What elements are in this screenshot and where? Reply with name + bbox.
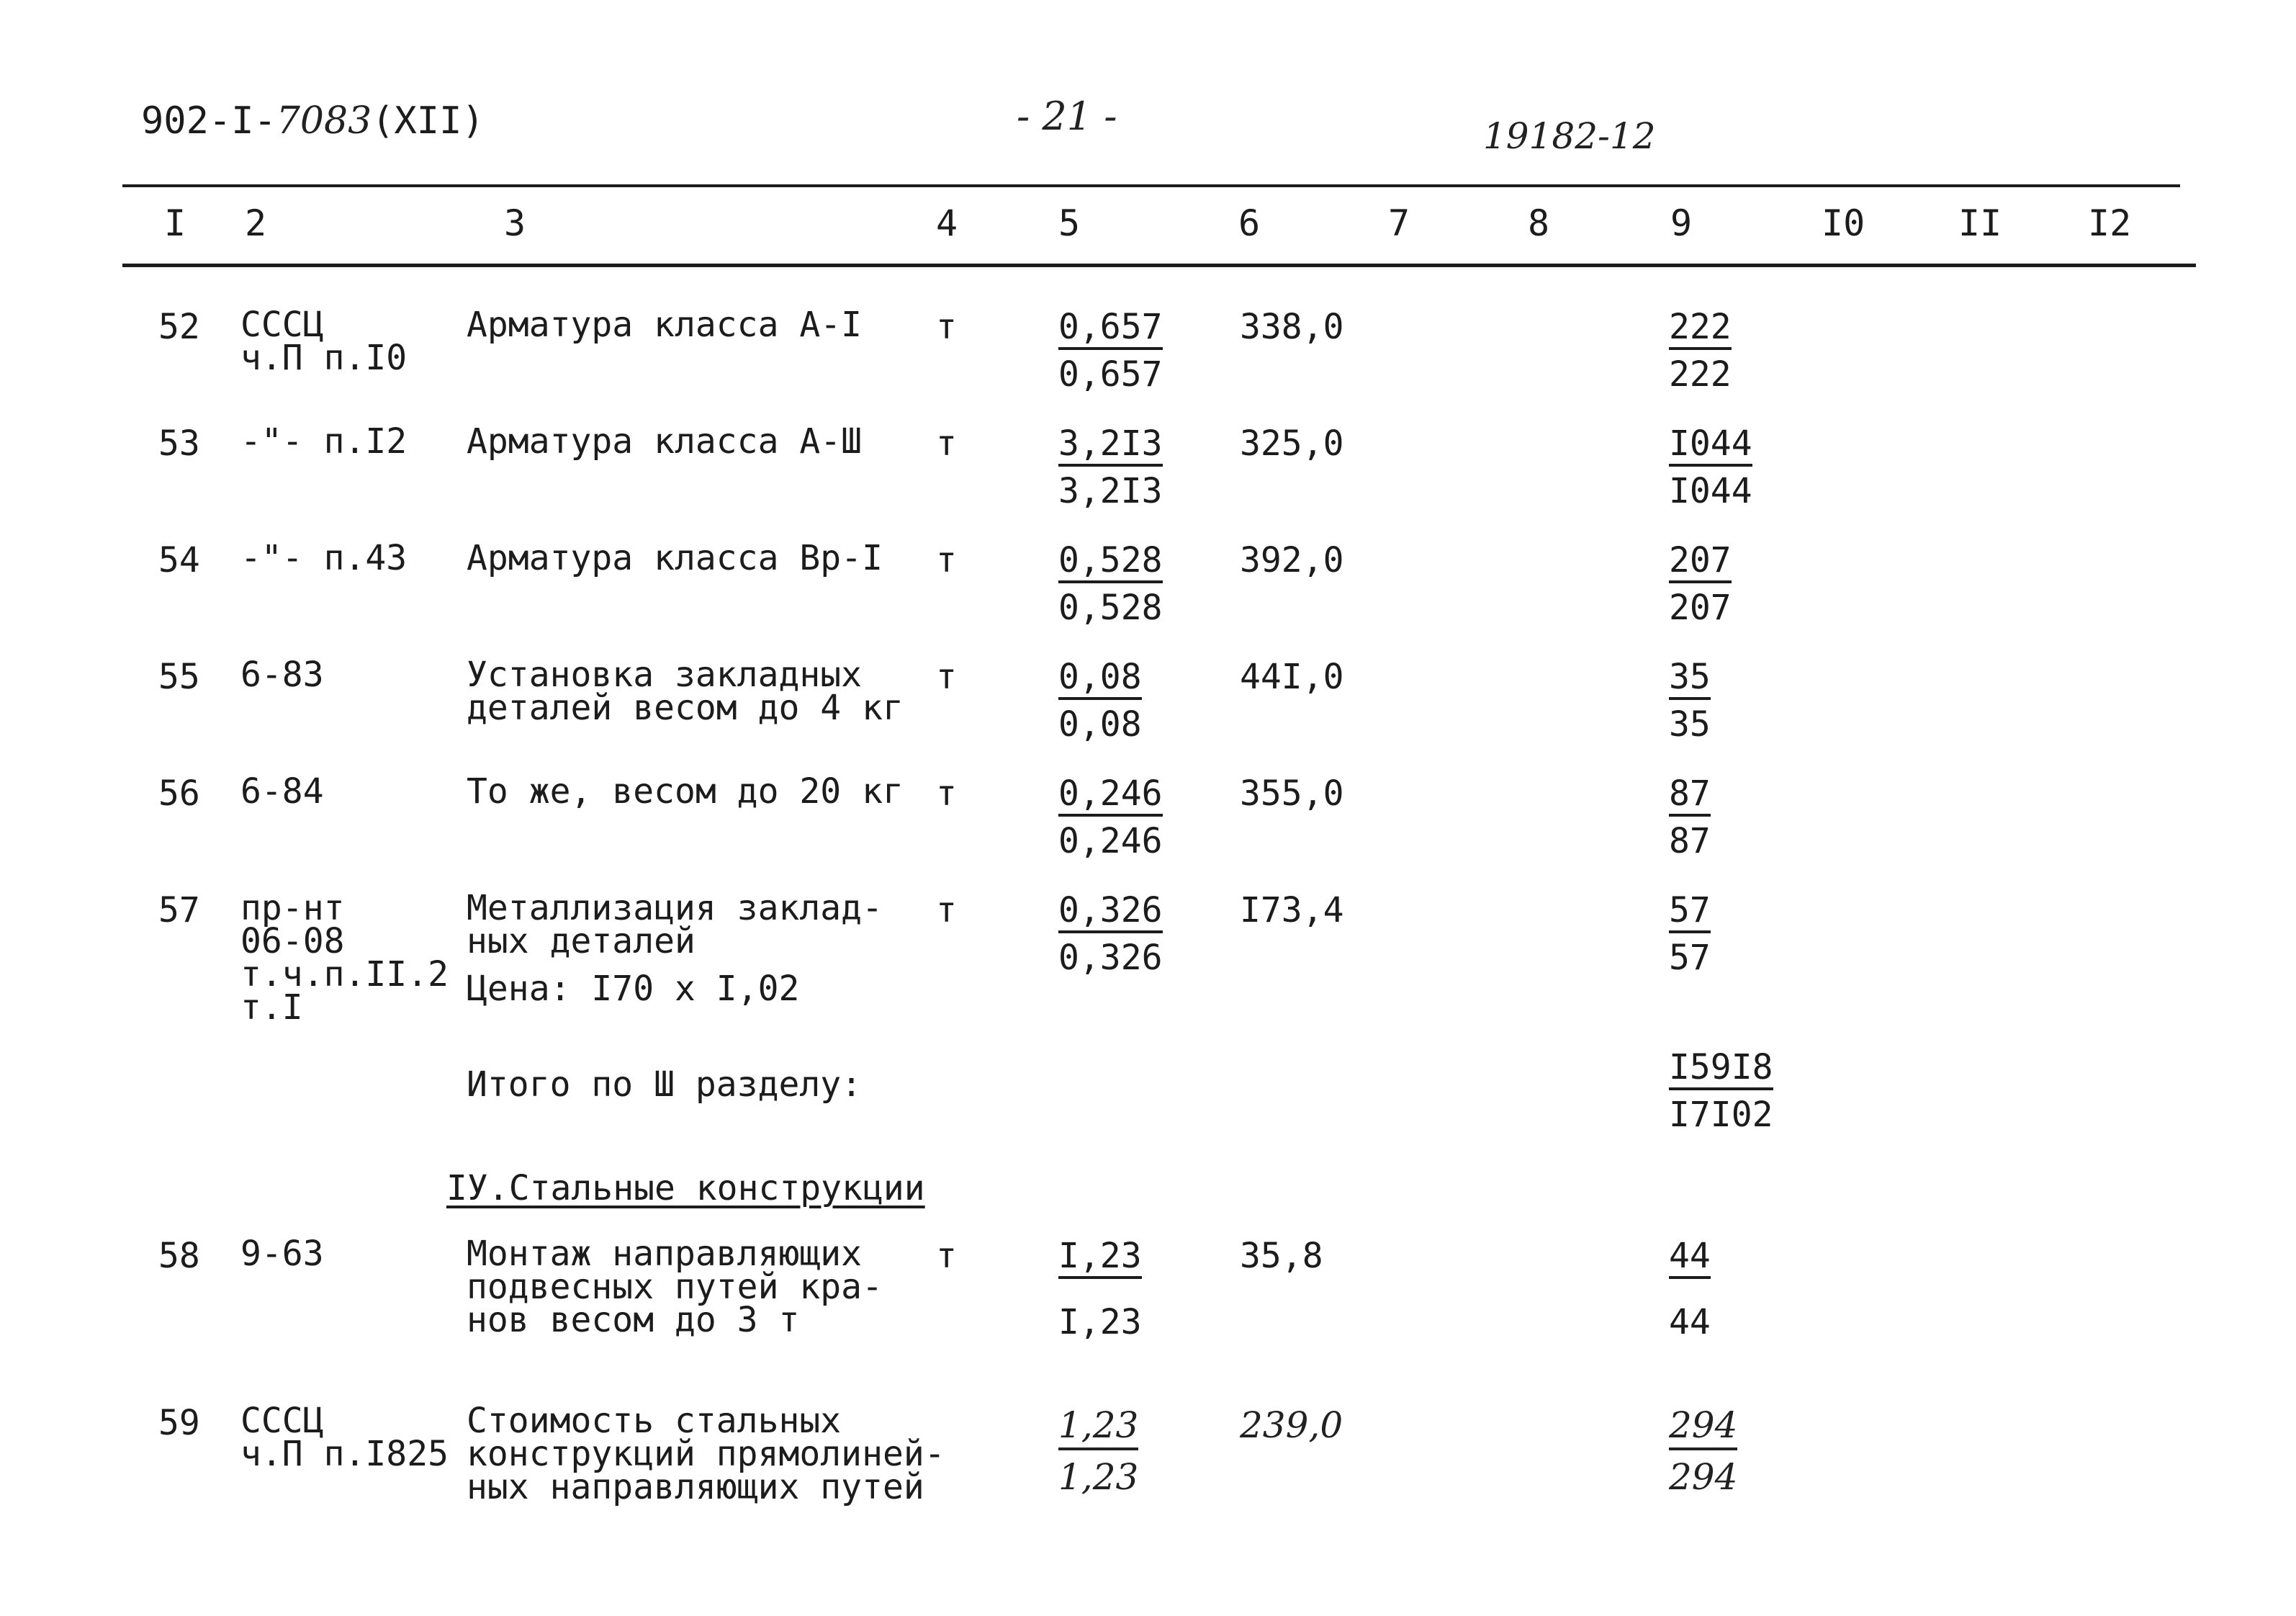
row-cost-fraction — [1669, 1237, 1711, 1341]
reference-line: -"- п.I2 — [240, 421, 408, 462]
reference-line: т.I — [240, 987, 303, 1028]
column-number: 8 — [1528, 202, 1550, 244]
row-unit-price: 239,0 — [1240, 1404, 1343, 1446]
stamp-number: 19182-12 — [1483, 115, 1656, 157]
row-cost-fraction — [1669, 425, 1752, 510]
cost-denominator: 57 — [1669, 938, 1711, 978]
cost-denominator: I044 — [1669, 471, 1752, 511]
quantity-numerator: 0,246 — [1058, 775, 1163, 817]
reference-line: 6-84 — [240, 771, 324, 812]
row-cost-fraction — [1669, 542, 1732, 627]
subtotal-label: Итого по Ш разделу: — [467, 1064, 863, 1105]
row-quantity-fraction — [1058, 658, 1142, 743]
row-reference — [240, 421, 408, 462]
section-heading: IУ.Стальные конструкции — [446, 1168, 925, 1208]
reference-line: пр-нт — [240, 888, 345, 928]
row-reference — [240, 1401, 449, 1474]
row-quantity-fraction — [1058, 542, 1163, 627]
row-unit-price: 325,0 — [1240, 423, 1344, 464]
column-number: I2 — [2088, 202, 2132, 244]
header-bottom-rule — [122, 264, 2196, 267]
column-number: 3 — [504, 202, 526, 244]
doc-code-handwritten: 7083 — [276, 99, 372, 143]
cost-denominator: 294 — [1669, 1456, 1738, 1498]
row-unit: т — [936, 890, 957, 930]
row-description — [467, 1234, 883, 1340]
quantity-numerator: 0,528 — [1058, 542, 1163, 583]
cost-denominator: 35 — [1669, 704, 1711, 745]
header-top-rule — [122, 184, 2180, 187]
description-line: ных направляющих путей — [467, 1467, 924, 1507]
row-number: 53 — [158, 423, 200, 464]
cost-numerator: 44 — [1669, 1237, 1711, 1279]
row-description — [467, 538, 883, 578]
row-unit: т — [936, 307, 957, 347]
row-description — [467, 1401, 945, 1507]
row-unit-price: 44I,0 — [1240, 657, 1344, 697]
row-description — [467, 421, 863, 462]
description-line: Арматура класса А-I — [467, 305, 863, 345]
row-cost-fraction — [1669, 658, 1711, 743]
row-cost-fraction — [1669, 892, 1711, 977]
description-line: Цена: I70 х I,02 — [467, 969, 800, 1009]
row-unit-price: 338,0 — [1240, 307, 1344, 347]
reference-line: СССЦ — [240, 305, 324, 345]
reference-line: 06-08 — [240, 921, 345, 961]
quantity-numerator: 0,08 — [1058, 658, 1142, 700]
column-number: 6 — [1238, 202, 1261, 244]
description-line: ных деталей — [467, 921, 695, 961]
row-unit: т — [936, 540, 957, 580]
row-quantity-fraction — [1058, 775, 1163, 860]
row-cost-fraction — [1669, 1404, 1737, 1498]
description-line: Монтаж направляющих — [467, 1234, 863, 1274]
doc-code-suffix: (XII) — [372, 99, 485, 143]
description-line: Металлизация заклад- — [467, 888, 883, 928]
quantity-numerator: I,23 — [1058, 1237, 1142, 1279]
reference-line: -"- п.43 — [240, 538, 408, 578]
column-number: 9 — [1670, 202, 1693, 244]
row-reference — [240, 655, 324, 695]
cost-numerator: 57 — [1669, 892, 1711, 933]
subtotal-denominator: I7I02 — [1669, 1095, 1773, 1135]
row-number: 58 — [158, 1236, 200, 1276]
column-number: II — [1958, 202, 2002, 244]
quantity-numerator: 0,326 — [1058, 892, 1163, 933]
description-line: конструкций прямолиней- — [467, 1434, 945, 1474]
reference-line: т.ч.п.II.2 — [240, 954, 449, 995]
page-number: - 21 - — [1017, 94, 1117, 139]
quantity-denominator: 0,326 — [1058, 938, 1163, 978]
row-unit: т — [936, 423, 957, 464]
quantity-numerator: 1,23 — [1058, 1404, 1138, 1450]
quantity-denominator: 3,2I3 — [1058, 471, 1163, 511]
row-quantity-fraction — [1058, 308, 1163, 393]
quantity-denominator: 0,528 — [1058, 588, 1163, 628]
row-cost-fraction — [1669, 775, 1711, 860]
description-line: Установка закладных — [467, 655, 863, 695]
row-number: 52 — [158, 307, 200, 347]
column-number: 2 — [245, 202, 267, 244]
quantity-numerator: 3,2I3 — [1058, 425, 1163, 467]
doc-code-printed: 902-I- — [141, 99, 276, 143]
description-line: Стоимость стальных — [467, 1401, 842, 1441]
description-line: То же, весом до 20 кг — [467, 771, 904, 812]
row-unit: т — [936, 657, 957, 697]
reference-line: ч.П п.I825 — [240, 1434, 449, 1474]
cost-numerator: I044 — [1669, 425, 1752, 467]
cost-numerator: 35 — [1669, 658, 1711, 700]
column-number: I0 — [1822, 202, 1865, 244]
reference-line: 6-83 — [240, 655, 324, 695]
row-unit-price: 35,8 — [1240, 1236, 1323, 1276]
row-reference — [240, 305, 408, 378]
cost-numerator: 87 — [1669, 775, 1711, 817]
description-line: Арматура класса Вр-I — [467, 538, 883, 578]
quantity-denominator: 0,246 — [1058, 821, 1163, 861]
cost-denominator: 44 — [1669, 1302, 1711, 1342]
row-description — [467, 305, 863, 345]
row-reference — [240, 888, 449, 1028]
description-line: Арматура класса А-Ш — [467, 421, 863, 462]
column-number: 5 — [1058, 202, 1081, 244]
row-reference — [240, 538, 408, 578]
description-line: нов весом до 3 т — [467, 1300, 800, 1340]
row-number: 56 — [158, 773, 200, 814]
row-unit-price: 355,0 — [1240, 773, 1344, 814]
reference-line: ч.П п.I0 — [240, 338, 408, 378]
row-quantity-fraction — [1058, 1404, 1138, 1498]
quantity-denominator: 0,657 — [1058, 354, 1163, 395]
row-cost-fraction — [1669, 308, 1732, 393]
quantity-denominator: 0,08 — [1058, 704, 1142, 745]
document-code — [141, 99, 485, 143]
row-description — [467, 771, 904, 812]
cost-denominator: 222 — [1669, 354, 1732, 395]
quantity-denominator: 1,23 — [1058, 1456, 1139, 1498]
row-reference — [240, 771, 324, 812]
row-description — [467, 888, 883, 1009]
row-number: 54 — [158, 540, 200, 580]
quantity-numerator: 0,657 — [1058, 308, 1163, 350]
cost-denominator: 207 — [1669, 588, 1732, 628]
column-number: 4 — [936, 202, 958, 244]
description-line: подвесных путей кра- — [467, 1267, 883, 1307]
row-unit: т — [936, 773, 957, 814]
row-number: 57 — [158, 890, 200, 930]
row-quantity-fraction — [1058, 892, 1163, 977]
description-line: деталей весом до 4 кг — [467, 688, 904, 728]
cost-numerator: 207 — [1669, 542, 1732, 583]
column-number: I — [164, 202, 186, 244]
subtotal-numerator: I59I8 — [1669, 1049, 1773, 1090]
reference-line: 9-63 — [240, 1234, 324, 1274]
cost-numerator: 294 — [1669, 1404, 1737, 1450]
cost-denominator: 87 — [1669, 821, 1711, 861]
row-reference — [240, 1234, 324, 1274]
row-quantity-fraction — [1058, 425, 1163, 510]
row-quantity-fraction — [1058, 1237, 1142, 1341]
column-number: 7 — [1388, 202, 1410, 244]
reference-line: СССЦ — [240, 1401, 324, 1441]
row-unit-price: 392,0 — [1240, 540, 1344, 580]
subtotal-value-fraction — [1669, 1049, 1773, 1134]
row-unit: т — [936, 1236, 957, 1276]
row-description — [467, 655, 904, 728]
quantity-denominator: I,23 — [1058, 1302, 1142, 1342]
row-unit-price: I73,4 — [1240, 890, 1344, 930]
row-number: 59 — [158, 1403, 200, 1443]
cost-numerator: 222 — [1669, 308, 1732, 350]
row-number: 55 — [158, 657, 200, 697]
